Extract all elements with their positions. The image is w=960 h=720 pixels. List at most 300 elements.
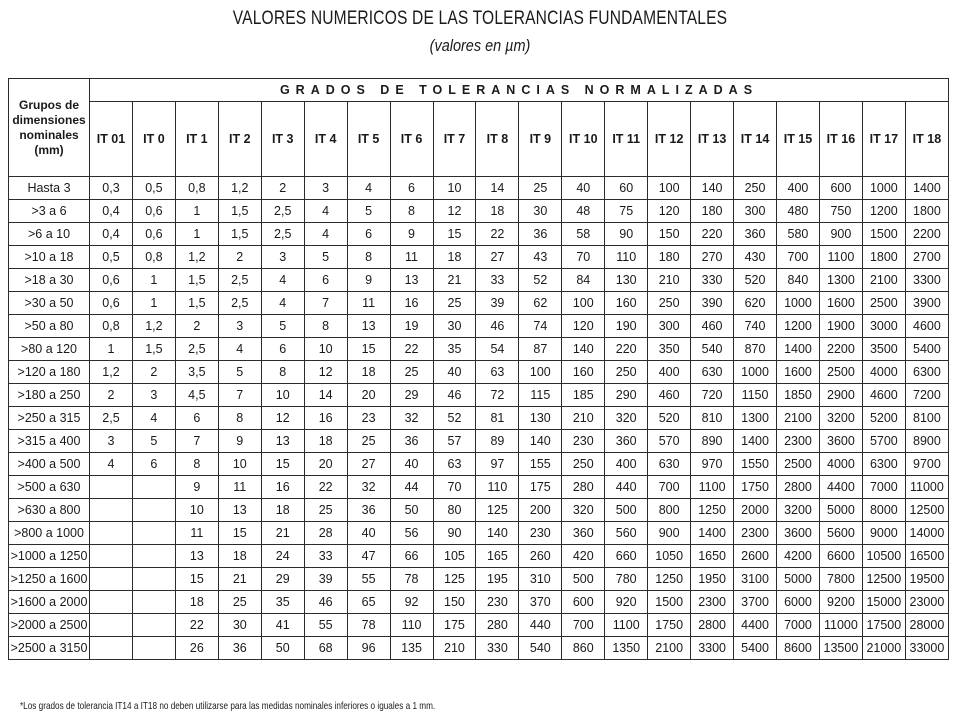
table-cell: 3900 — [905, 292, 948, 315]
table-row — [9, 407, 949, 430]
table-row — [9, 223, 949, 246]
table-row — [9, 614, 949, 637]
table-cell: 2100 — [648, 637, 691, 660]
table-cell: 520 — [734, 269, 777, 292]
table-cell — [90, 568, 133, 591]
table-cell: 4 — [304, 223, 347, 246]
row-label: >1600 a 2000 — [9, 591, 90, 614]
table-cell: 30 — [519, 200, 562, 223]
table-cell: 20 — [304, 453, 347, 476]
table-cell: 70 — [433, 476, 476, 499]
table-cell: 8 — [218, 407, 261, 430]
table-cell: 24 — [261, 545, 304, 568]
table-cell: 27 — [347, 453, 390, 476]
table-cell: 2800 — [777, 476, 820, 499]
table-row — [9, 545, 949, 568]
row-label: >180 a 250 — [9, 384, 90, 407]
table-cell: 6 — [304, 269, 347, 292]
table-cell: 900 — [819, 223, 862, 246]
table-cell: 700 — [777, 246, 820, 269]
table-cell: 1650 — [691, 545, 734, 568]
row-label: >18 a 30 — [9, 269, 90, 292]
column-header: IT 2 — [218, 102, 261, 177]
table-cell: 1200 — [862, 200, 905, 223]
column-header: IT 14 — [734, 102, 777, 177]
table-cell: 280 — [562, 476, 605, 499]
column-header: IT 1 — [175, 102, 218, 177]
table-cell: 110 — [476, 476, 519, 499]
row-label: >30 a 50 — [9, 292, 90, 315]
table-cell: 750 — [819, 200, 862, 223]
table-cell: 600 — [562, 591, 605, 614]
table-row — [9, 246, 949, 269]
table-cell: 2100 — [777, 407, 820, 430]
table-cell: 1100 — [819, 246, 862, 269]
row-label: >6 a 10 — [9, 223, 90, 246]
table-cell: 11000 — [819, 614, 862, 637]
table-cell: 210 — [433, 637, 476, 660]
table-cell: 440 — [605, 476, 648, 499]
table-cell: 32 — [390, 407, 433, 430]
table-cell: 5 — [218, 361, 261, 384]
page-subtitle: (valores en µm) — [429, 36, 531, 55]
table-cell: 65 — [347, 591, 390, 614]
table-cell: 110 — [605, 246, 648, 269]
table-cell: 2,5 — [218, 269, 261, 292]
table-cell: 2,5 — [261, 200, 304, 223]
table-cell: 1 — [90, 338, 133, 361]
table-cell: 165 — [476, 545, 519, 568]
table-cell: 2100 — [862, 269, 905, 292]
table-cell: 14 — [476, 177, 519, 200]
table-cell: 1 — [132, 292, 175, 315]
table-cell: 55 — [347, 568, 390, 591]
table-cell: 1,5 — [218, 223, 261, 246]
table-cell — [132, 476, 175, 499]
table-cell: 16500 — [905, 545, 948, 568]
table-cell: 2 — [218, 246, 261, 269]
table-cell: 14000 — [905, 522, 948, 545]
table-cell: 28 — [304, 522, 347, 545]
table-cell: 0,5 — [90, 246, 133, 269]
table-cell: 1600 — [819, 292, 862, 315]
table-cell: 5700 — [862, 430, 905, 453]
table-cell: 33 — [476, 269, 519, 292]
table-cell: 160 — [605, 292, 648, 315]
table-cell: 105 — [433, 545, 476, 568]
row-label: >120 a 180 — [9, 361, 90, 384]
table-cell: 4400 — [819, 476, 862, 499]
table-cell: 0,8 — [132, 246, 175, 269]
table-cell: 33000 — [905, 637, 948, 660]
table-cell: 89 — [476, 430, 519, 453]
table-cell: 140 — [562, 338, 605, 361]
table-cell: 580 — [777, 223, 820, 246]
table-cell: 4400 — [734, 614, 777, 637]
table-cell — [132, 545, 175, 568]
table-cell: 4 — [218, 338, 261, 361]
column-header: IT 15 — [777, 102, 820, 177]
table-cell: 0,4 — [90, 200, 133, 223]
table-cell: 1400 — [691, 522, 734, 545]
table-cell: 5000 — [777, 568, 820, 591]
table-cell: 3100 — [734, 568, 777, 591]
table-cell: 46 — [304, 591, 347, 614]
table-cell: 370 — [519, 591, 562, 614]
row-label: >80 a 120 — [9, 338, 90, 361]
table-cell: 9 — [218, 430, 261, 453]
table-cell: 8 — [390, 200, 433, 223]
table-cell: 15 — [175, 568, 218, 591]
table-cell: 2300 — [777, 430, 820, 453]
table-cell — [132, 499, 175, 522]
table-cell: 740 — [734, 315, 777, 338]
table-cell: 100 — [648, 177, 691, 200]
table-cell: 2000 — [734, 499, 777, 522]
table-cell: 970 — [691, 453, 734, 476]
table-cell: 520 — [648, 407, 691, 430]
table-cell: 12 — [304, 361, 347, 384]
column-header: IT 3 — [261, 102, 304, 177]
table-cell: 3200 — [777, 499, 820, 522]
table-cell: 1100 — [605, 614, 648, 637]
header-row-top — [9, 79, 949, 102]
table-cell: 1,2 — [218, 177, 261, 200]
table-cell: 6300 — [905, 361, 948, 384]
table-cell: 46 — [476, 315, 519, 338]
table-cell: 9 — [175, 476, 218, 499]
table-cell: 63 — [476, 361, 519, 384]
table-cell: 120 — [562, 315, 605, 338]
table-cell: 360 — [562, 522, 605, 545]
table-cell: 52 — [433, 407, 476, 430]
table-cell: 36 — [519, 223, 562, 246]
table-cell: 84 — [562, 269, 605, 292]
table-cell: 41 — [261, 614, 304, 637]
table-cell: 860 — [562, 637, 605, 660]
table-cell: 60 — [605, 177, 648, 200]
table-cell: 57 — [433, 430, 476, 453]
table-cell: 1050 — [648, 545, 691, 568]
table-cell: 50 — [390, 499, 433, 522]
table-cell: 2200 — [819, 338, 862, 361]
table-cell: 2 — [90, 384, 133, 407]
table-cell: 360 — [605, 430, 648, 453]
table-cell: 2700 — [905, 246, 948, 269]
table-cell: 115 — [519, 384, 562, 407]
table-cell: 230 — [476, 591, 519, 614]
table-cell: 78 — [390, 568, 433, 591]
table-cell: 30 — [218, 614, 261, 637]
table-cell: 43 — [519, 246, 562, 269]
table-cell: 63 — [433, 453, 476, 476]
table-cell: 870 — [734, 338, 777, 361]
table-cell: 180 — [648, 246, 691, 269]
table-cell — [132, 568, 175, 591]
table-cell: 2900 — [819, 384, 862, 407]
table-cell: 3 — [90, 430, 133, 453]
table-cell: 18 — [347, 361, 390, 384]
table-cell: 25 — [433, 292, 476, 315]
table-cell: 26 — [175, 637, 218, 660]
column-header: IT 6 — [390, 102, 433, 177]
table-cell: 400 — [777, 177, 820, 200]
table-cell: 7 — [304, 292, 347, 315]
table-cell: 0,5 — [132, 177, 175, 200]
table-cell: 0,8 — [90, 315, 133, 338]
table-cell: 13 — [347, 315, 390, 338]
table-cell: 12 — [261, 407, 304, 430]
table-cell: 160 — [562, 361, 605, 384]
table-cell: 22 — [175, 614, 218, 637]
table-cell: 1 — [132, 269, 175, 292]
table-cell: 50 — [261, 637, 304, 660]
table-cell: 810 — [691, 407, 734, 430]
table-cell: 19500 — [905, 568, 948, 591]
table-row — [9, 269, 949, 292]
table-cell: 5000 — [819, 499, 862, 522]
table-cell: 72 — [476, 384, 519, 407]
table-cell: 320 — [562, 499, 605, 522]
table-cell: 8900 — [905, 430, 948, 453]
table-cell: 1,5 — [132, 338, 175, 361]
row-label: >50 a 80 — [9, 315, 90, 338]
table-cell: 390 — [691, 292, 734, 315]
table-cell: 10 — [304, 338, 347, 361]
table-cell: 10 — [218, 453, 261, 476]
table-cell: 195 — [476, 568, 519, 591]
row-label: >2000 a 2500 — [9, 614, 90, 637]
table-cell: 250 — [605, 361, 648, 384]
table-cell: 780 — [605, 568, 648, 591]
table-cell: 1400 — [734, 430, 777, 453]
table-row — [9, 384, 949, 407]
table-cell: 9 — [390, 223, 433, 246]
table-cell: 5600 — [819, 522, 862, 545]
table-cell: 140 — [691, 177, 734, 200]
table-row — [9, 522, 949, 545]
table-cell: 300 — [648, 315, 691, 338]
table-cell: 2 — [132, 361, 175, 384]
table-cell: 1,5 — [218, 200, 261, 223]
table-cell: 92 — [390, 591, 433, 614]
table-cell: 12 — [433, 200, 476, 223]
table-cell: 90 — [605, 223, 648, 246]
table-cell: 7000 — [777, 614, 820, 637]
column-header: IT 10 — [562, 102, 605, 177]
table-cell: 660 — [605, 545, 648, 568]
table-cell: 330 — [476, 637, 519, 660]
table-cell: 29 — [390, 384, 433, 407]
table-cell: 1,5 — [175, 269, 218, 292]
table-cell: 120 — [648, 200, 691, 223]
table-row — [9, 200, 949, 223]
table-cell: 2 — [261, 177, 304, 200]
table-cell: 6 — [175, 407, 218, 430]
table-cell: 4 — [347, 177, 390, 200]
table-cell: 7200 — [905, 384, 948, 407]
table-cell: 2500 — [819, 361, 862, 384]
row-label: >400 a 500 — [9, 453, 90, 476]
column-header: IT 12 — [648, 102, 691, 177]
table-cell: 18 — [218, 545, 261, 568]
table-cell: 140 — [519, 430, 562, 453]
table-cell: 62 — [519, 292, 562, 315]
row-label: >630 a 800 — [9, 499, 90, 522]
table-cell: 78 — [347, 614, 390, 637]
table-cell: 890 — [691, 430, 734, 453]
table-cell: 15 — [261, 453, 304, 476]
table-cell: 2,5 — [175, 338, 218, 361]
table-cell: 1,2 — [175, 246, 218, 269]
table-cell: 540 — [691, 338, 734, 361]
table-cell: 1000 — [777, 292, 820, 315]
row-label: >10 a 18 — [9, 246, 90, 269]
table-cell: 190 — [605, 315, 648, 338]
table-cell: 1200 — [777, 315, 820, 338]
table-cell: 360 — [734, 223, 777, 246]
table-cell: 125 — [476, 499, 519, 522]
column-header: IT 01 — [90, 102, 133, 177]
table-cell: 1550 — [734, 453, 777, 476]
table-cell: 1250 — [648, 568, 691, 591]
table-cell: 720 — [691, 384, 734, 407]
table-cell: 4,5 — [175, 384, 218, 407]
table-cell — [132, 614, 175, 637]
table-cell: 100 — [562, 292, 605, 315]
table-cell: 1850 — [777, 384, 820, 407]
table-cell: 48 — [562, 200, 605, 223]
table-cell: 1250 — [691, 499, 734, 522]
table-cell: 600 — [819, 177, 862, 200]
column-header: IT 13 — [691, 102, 734, 177]
footnote: *Los grados de tolerancia IT14 a IT18 no deben utilizarse para las medidas nominales inferiores o iguales a 1 mm. — [20, 700, 436, 712]
table-cell: 15 — [433, 223, 476, 246]
row-label: >3 a 6 — [9, 200, 90, 223]
table-cell: 230 — [519, 522, 562, 545]
table-cell: 8 — [304, 315, 347, 338]
table-cell: 2500 — [777, 453, 820, 476]
table-cell: 2,5 — [261, 223, 304, 246]
table-cell: 21 — [261, 522, 304, 545]
table-cell: 2300 — [734, 522, 777, 545]
table-cell: 0,6 — [132, 223, 175, 246]
table-cell: 800 — [648, 499, 691, 522]
table-cell: 260 — [519, 545, 562, 568]
table-cell: 1500 — [648, 591, 691, 614]
group-header: Grupos de dimensiones nominales (mm) — [9, 79, 90, 177]
table-cell: 13 — [218, 499, 261, 522]
column-header: IT 8 — [476, 102, 519, 177]
table-cell: 22 — [304, 476, 347, 499]
table-row — [9, 637, 949, 660]
table-cell — [90, 591, 133, 614]
table-cell: 9200 — [819, 591, 862, 614]
table-cell: 13 — [261, 430, 304, 453]
table-row — [9, 430, 949, 453]
table-cell: 5 — [261, 315, 304, 338]
table-cell: 15000 — [862, 591, 905, 614]
table-cell: 440 — [519, 614, 562, 637]
table-cell: 1 — [175, 200, 218, 223]
table-cell: 39 — [476, 292, 519, 315]
table-cell: 220 — [605, 338, 648, 361]
table-cell: 100 — [519, 361, 562, 384]
table-cell: 47 — [347, 545, 390, 568]
table-cell: 1950 — [691, 568, 734, 591]
table-cell: 11 — [347, 292, 390, 315]
table-cell: 1,2 — [132, 315, 175, 338]
table-cell: 130 — [519, 407, 562, 430]
table-cell: 6600 — [819, 545, 862, 568]
table-cell: 6300 — [862, 453, 905, 476]
table-cell: 5400 — [905, 338, 948, 361]
table-row — [9, 476, 949, 499]
table-cell: 3,5 — [175, 361, 218, 384]
table-cell: 8 — [175, 453, 218, 476]
table-cell: 22 — [390, 338, 433, 361]
row-label: Hasta 3 — [9, 177, 90, 200]
table-cell: 500 — [562, 568, 605, 591]
table-cell: 21 — [218, 568, 261, 591]
table-cell: 55 — [304, 614, 347, 637]
table-row — [9, 453, 949, 476]
table-cell: 4000 — [862, 361, 905, 384]
table-cell: 46 — [433, 384, 476, 407]
table-cell: 87 — [519, 338, 562, 361]
table-cell — [132, 522, 175, 545]
table-cell: 140 — [476, 522, 519, 545]
header-row-grades — [9, 102, 949, 177]
table-cell: 11 — [175, 522, 218, 545]
table-row — [9, 315, 949, 338]
table-cell: 11 — [390, 246, 433, 269]
table-cell: 840 — [777, 269, 820, 292]
grades-header: GRADOS DE TOLERANCIAS NORMALIZADAS — [90, 79, 949, 102]
table-cell: 27 — [476, 246, 519, 269]
table-cell: 1900 — [819, 315, 862, 338]
table-cell: 9 — [347, 269, 390, 292]
table-cell: 400 — [648, 361, 691, 384]
table-cell: 1750 — [734, 476, 777, 499]
column-header: IT 17 — [862, 102, 905, 177]
table-cell: 7 — [218, 384, 261, 407]
table-cell: 19 — [390, 315, 433, 338]
table-cell: 270 — [691, 246, 734, 269]
table-cell: 96 — [347, 637, 390, 660]
table-cell: 80 — [433, 499, 476, 522]
table-cell: 16 — [390, 292, 433, 315]
table-cell: 3200 — [819, 407, 862, 430]
table-cell: 32 — [347, 476, 390, 499]
table-cell: 4600 — [862, 384, 905, 407]
table-cell: 8000 — [862, 499, 905, 522]
table-cell: 0,8 — [175, 177, 218, 200]
row-label: >500 a 630 — [9, 476, 90, 499]
table-cell: 10 — [433, 177, 476, 200]
table-cell: 130 — [605, 269, 648, 292]
table-cell: 12500 — [905, 499, 948, 522]
row-label: >1250 a 1600 — [9, 568, 90, 591]
table-cell: 7 — [175, 430, 218, 453]
table-cell: 18 — [261, 499, 304, 522]
table-cell: 175 — [519, 476, 562, 499]
table-cell: 21000 — [862, 637, 905, 660]
table-cell: 135 — [390, 637, 433, 660]
table-cell: 7800 — [819, 568, 862, 591]
table-cell: 460 — [648, 384, 691, 407]
table-cell: 150 — [433, 591, 476, 614]
